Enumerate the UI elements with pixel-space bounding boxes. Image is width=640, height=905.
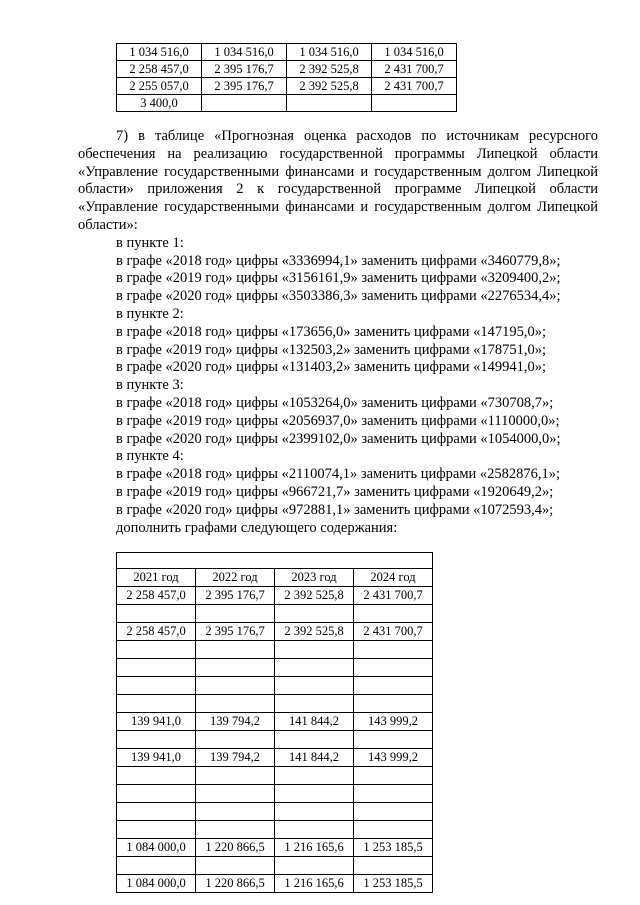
table-cell	[275, 641, 354, 659]
table-cell: 2 392 525,8	[287, 61, 372, 78]
text-line: в графе «2018 год» цифры «2110074,1» заменить цифрами «2582876,1»;	[116, 466, 561, 483]
table-cell: 141 844,2	[275, 749, 354, 767]
table-cell: 2 258 457,0	[117, 587, 196, 605]
table-cell	[196, 767, 275, 785]
table-cell: 2 395 176,7	[202, 78, 287, 95]
table-cell: 1 220 866,5	[196, 875, 275, 893]
table-cell: 2 255 057,0	[117, 78, 202, 95]
table-cell: 143 999,2	[354, 713, 433, 731]
table-cell: 1 034 516,0	[117, 44, 202, 61]
table-cell	[354, 677, 433, 695]
header-row	[117, 569, 433, 587]
table-cell	[117, 553, 433, 569]
text-line: в графе «2018 год» цифры «173656,0» заменить цифрами «147195,0»;	[116, 323, 547, 340]
table-cell	[117, 803, 196, 821]
table-cell	[275, 605, 354, 623]
text-line: в графе «2020 год» цифры «131403,2» заменить цифрами «149941,0»;	[116, 359, 547, 376]
table-cell	[202, 95, 287, 112]
table-row	[117, 641, 433, 659]
table-cell: 2 395 176,7	[202, 61, 287, 78]
table-row	[117, 731, 433, 749]
table-cell: 139 794,2	[196, 713, 275, 731]
intro-paragraph: 7) в таблице «Прогнозная оценка расходов по источникам ресурсного обеспечения на реализацию государственной программы Липецкой области «Управление государственными финансами и государственным долгом Липецкой области» приложения 2 к государственной программе Липецкой области «Управление государственными финансами и государственным долгом Липецкой области»:	[78, 128, 598, 233]
document-text	[78, 128, 598, 537]
table-cell: 1 084 000,0	[117, 839, 196, 857]
table-cell: 2 392 525,8	[275, 623, 354, 641]
table-row	[117, 749, 433, 767]
column-header: 2021 год	[117, 569, 196, 587]
table-cell: 143 999,2	[354, 749, 433, 767]
table-cell: 1 220 866,5	[196, 839, 275, 857]
column-header: 2023 год	[275, 569, 354, 587]
table-row	[117, 857, 433, 875]
table-row	[117, 785, 433, 803]
top-table-row	[117, 95, 457, 112]
table-cell: 2 431 700,7	[372, 61, 457, 78]
table-cell	[354, 659, 433, 677]
table-cell: 2 258 457,0	[117, 61, 202, 78]
table-cell	[196, 731, 275, 749]
text-line: в графе «2020 год» цифры «2399102,0» заменить цифрами «1054000,0»;	[116, 430, 561, 447]
table-cell	[275, 785, 354, 803]
table-cell	[117, 821, 196, 839]
table-cell	[117, 695, 196, 713]
text-line: в графе «2020 год» цифры «972881,1» заменить цифрами «1072593,4»;	[116, 501, 554, 518]
table-cell	[196, 605, 275, 623]
table-cell	[372, 95, 457, 112]
table-row	[117, 605, 433, 623]
table-cell	[354, 731, 433, 749]
table-cell: 1 084 000,0	[117, 875, 196, 893]
table-cell: 1 216 165,6	[275, 839, 354, 857]
text-line: в графе «2019 год» цифры «3156161,9» заменить цифрами «3209400,2»;	[116, 270, 561, 287]
table-row	[117, 803, 433, 821]
table-cell: 2 258 457,0	[117, 623, 196, 641]
table-cell: 139 794,2	[196, 749, 275, 767]
text-line: в графе «2019 год» цифры «966721,7» заменить цифрами «1920649,2»;	[116, 483, 554, 500]
table-cell	[117, 767, 196, 785]
table-cell	[275, 857, 354, 875]
table-cell	[275, 731, 354, 749]
table-cell: 3 400,0	[117, 95, 202, 112]
table-row	[117, 875, 433, 893]
top-table-row	[117, 78, 457, 95]
table-cell	[117, 731, 196, 749]
table-cell	[354, 695, 433, 713]
table-cell	[275, 695, 354, 713]
table-cell	[354, 803, 433, 821]
header-blank-row	[117, 553, 433, 569]
table-cell: 2 392 525,8	[275, 587, 354, 605]
table-cell	[354, 821, 433, 839]
table-cell: 1 253 185,5	[354, 839, 433, 857]
table-cell	[196, 659, 275, 677]
table-row	[117, 677, 433, 695]
table-cell	[117, 659, 196, 677]
table-row	[117, 695, 433, 713]
column-header: 2022 год	[196, 569, 275, 587]
text-line: в пункте 4:	[116, 448, 184, 465]
table-cell	[275, 767, 354, 785]
table-row	[117, 767, 433, 785]
table-cell	[275, 803, 354, 821]
text-line: в графе «2019 год» цифры «132503,2» заменить цифрами «178751,0»;	[116, 341, 547, 358]
top-table-row	[117, 61, 457, 78]
table-cell	[196, 821, 275, 839]
table-cell	[196, 803, 275, 821]
table-cell: 1 034 516,0	[287, 44, 372, 61]
amendment-lines	[78, 235, 598, 538]
table-row	[117, 839, 433, 857]
table-row	[117, 821, 433, 839]
table-cell	[196, 785, 275, 803]
table-cell: 139 941,0	[117, 749, 196, 767]
table-cell: 2 395 176,7	[196, 587, 275, 605]
table-cell	[275, 821, 354, 839]
text-line: в графе «2018 год» цифры «1053264,0» заменить цифрами «730708,7»;	[116, 394, 554, 411]
text-line: в графе «2020 год» цифры «3503386,3» заменить цифрами «2276534,4»;	[116, 288, 561, 305]
table-cell	[117, 857, 196, 875]
table-cell: 1 034 516,0	[202, 44, 287, 61]
table-cell	[287, 95, 372, 112]
text-line: в графе «2018 год» цифры «3336994,1» заменить цифрами «3460779,8»;	[116, 252, 561, 269]
table-cell	[196, 857, 275, 875]
table-cell	[354, 641, 433, 659]
column-header: 2024 год	[354, 569, 433, 587]
table-row	[117, 713, 433, 731]
table-cell: 141 844,2	[275, 713, 354, 731]
table-cell: 2 431 700,7	[354, 623, 433, 641]
table-cell: 2 431 700,7	[372, 78, 457, 95]
table-cell	[117, 605, 196, 623]
table-cell	[196, 641, 275, 659]
table-cell	[354, 767, 433, 785]
table-cell: 2 395 176,7	[196, 623, 275, 641]
table-cell	[196, 695, 275, 713]
table-row	[117, 623, 433, 641]
table-row	[117, 659, 433, 677]
text-line: в пункте 3:	[116, 377, 184, 394]
top-table-row	[117, 44, 457, 61]
table-cell	[117, 677, 196, 695]
text-line: дополнить графами следующего содержания:	[116, 519, 398, 536]
table-cell: 139 941,0	[117, 713, 196, 731]
bottom-table	[116, 552, 433, 893]
table-cell	[354, 785, 433, 803]
text-line: в графе «2019 год» цифры «2056937,0» заменить цифрами «1110000,0»;	[116, 412, 560, 429]
table-cell	[117, 641, 196, 659]
table-cell: 2 392 525,8	[287, 78, 372, 95]
table-row	[117, 587, 433, 605]
top-table	[116, 43, 457, 112]
table-cell	[354, 605, 433, 623]
table-cell	[354, 857, 433, 875]
table-cell: 1 253 185,5	[354, 875, 433, 893]
text-line: в пункте 1:	[116, 234, 184, 251]
table-cell	[117, 785, 196, 803]
table-cell	[275, 659, 354, 677]
table-cell: 1 034 516,0	[372, 44, 457, 61]
table-cell: 2 431 700,7	[354, 587, 433, 605]
table-cell: 1 216 165,6	[275, 875, 354, 893]
text-line: в пункте 2:	[116, 305, 184, 322]
table-cell	[196, 677, 275, 695]
table-cell	[275, 677, 354, 695]
